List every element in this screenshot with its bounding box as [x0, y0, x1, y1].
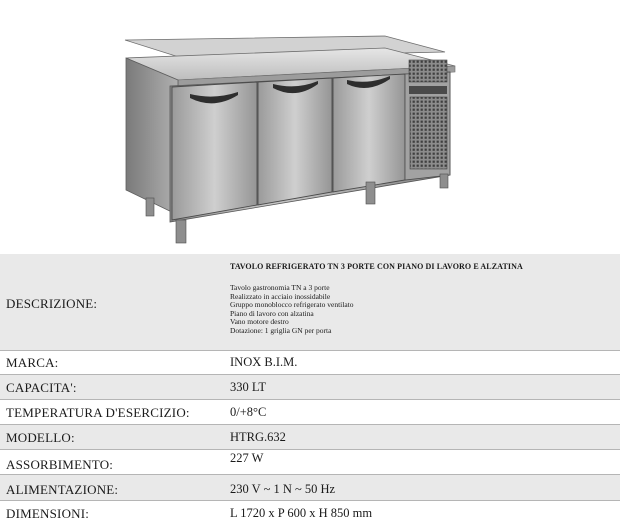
- spec-label-modello: MODELLO:: [6, 430, 75, 445]
- spec-value-dimensioni: L 1720 x P 600 x H 850 mm: [230, 506, 373, 520]
- spec-row-alimentazione: [0, 475, 620, 500]
- spec-label-temperatura: TEMPERATURA D'ESERCIZIO:: [6, 405, 190, 420]
- spec-value-assorbimento: 227 W: [230, 451, 264, 465]
- spec-value-modello: HTRG.632: [230, 430, 286, 444]
- spec-row-temperatura: [0, 400, 620, 424]
- spec-label-capacita: CAPACITA':: [6, 380, 77, 395]
- spec-label-dimensioni: DIMENSIONI:: [6, 506, 90, 521]
- product-description: [230, 284, 354, 336]
- spec-label-descrizione: DESCRIZIONE:: [6, 296, 98, 311]
- description-line: Gruppo monoblocco refrigerato ventilato: [230, 300, 354, 310]
- spec-row-marca: [0, 351, 620, 374]
- spec-row-assorbimento: [0, 450, 620, 474]
- description-line: Vano motore destro: [230, 317, 289, 327]
- spec-row-modello: [0, 425, 620, 449]
- description-line: Piano di lavoro con alzatina: [230, 308, 314, 318]
- door-2: [258, 78, 332, 205]
- spec-value-marca: INOX B.I.M.: [230, 355, 298, 369]
- spec-label-alimentazione: ALIMENTAZIONE:: [6, 482, 119, 497]
- spec-row-capacita: [0, 375, 620, 399]
- spec-value-capacita: 330 LT: [230, 380, 266, 394]
- door-3: [333, 74, 405, 192]
- product-photo: [0, 0, 620, 252]
- spec-row-dimensioni: [0, 501, 620, 524]
- spec-label-marca: MARCA:: [6, 355, 59, 370]
- refrigerated-table-illustration: [125, 36, 455, 243]
- product-title: TAVOLO REFRIGERATO TN 3 PORTE CON PIANO DI LAVORO E ALZATINA: [230, 262, 523, 271]
- motor-compartment: [405, 60, 450, 180]
- spec-row-descrizione: [0, 254, 620, 350]
- description-line: Dotazione: 1 griglia GN per porta: [230, 325, 332, 335]
- spec-value-temperatura: 0/+8°C: [230, 405, 267, 419]
- spec-label-assorbimento: ASSORBIMENTO:: [6, 457, 114, 472]
- description-line: Tavolo gastronomia TN a 3 porte: [230, 283, 330, 292]
- description-line: Realizzato in acciaio inossidabile: [230, 291, 331, 301]
- door-1: [172, 82, 257, 220]
- spec-value-alimentazione: 230 V ~ 1 N ~ 50 Hz: [230, 482, 336, 496]
